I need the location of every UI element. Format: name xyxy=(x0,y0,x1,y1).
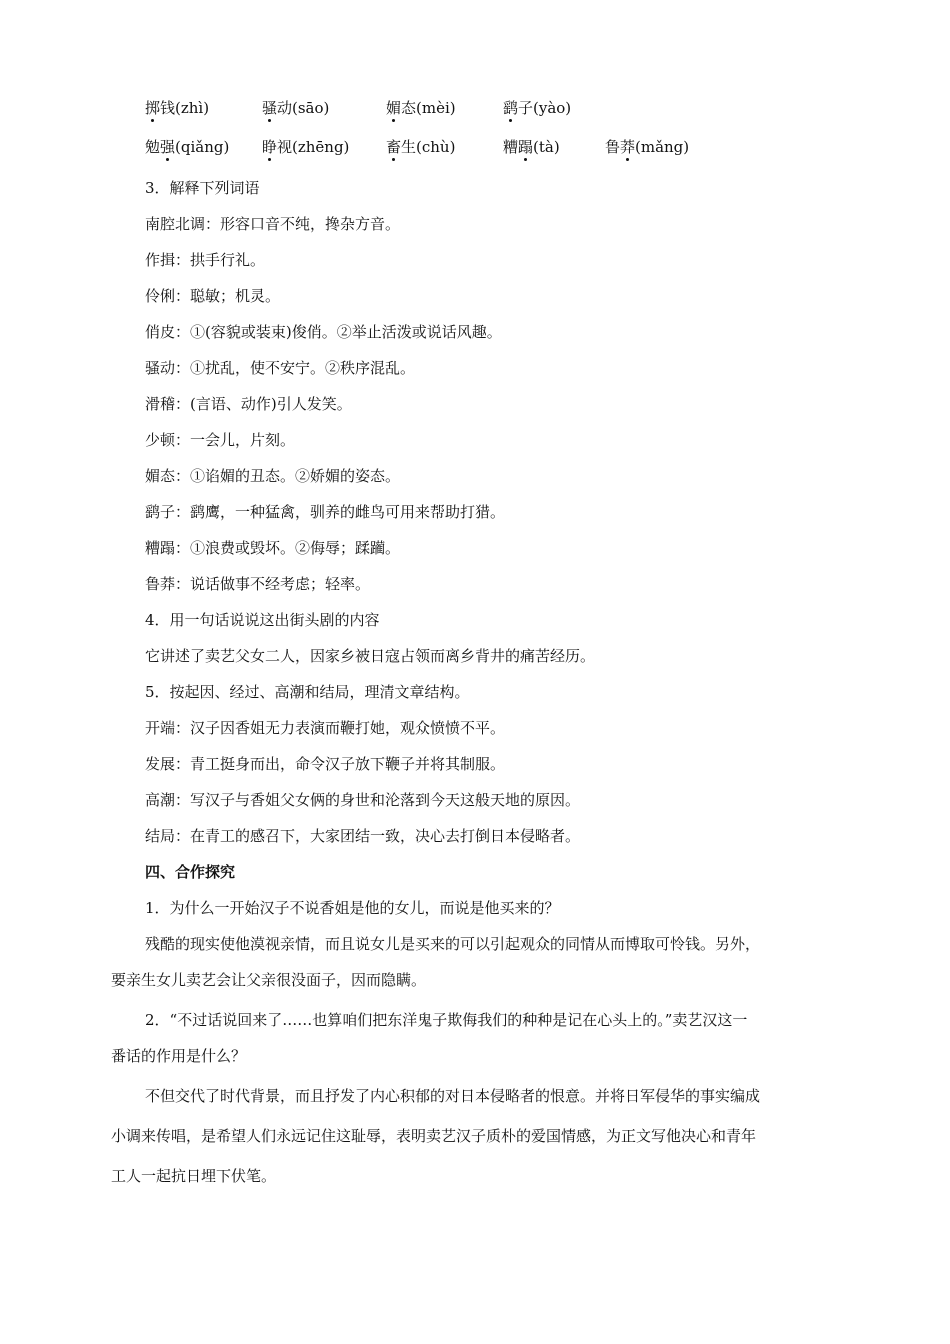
emphasis-dot xyxy=(151,119,154,122)
definition-line: 少顿：一会儿，片刻。 xyxy=(145,431,296,449)
pinyin-item: 畜生(chù) xyxy=(386,137,455,157)
pinyin-item: 鲁莽(mǎng) xyxy=(605,137,689,157)
definition-line: 鲁莽：说话做事不经考虑；轻率。 xyxy=(145,575,371,593)
pinyin-item: 媚态(mèi) xyxy=(386,98,456,118)
structure-line: 发展：青工挺身而出，命令汉子放下鞭子并将其制服。 xyxy=(145,755,506,773)
pinyin-item: 鹞子(yào) xyxy=(503,98,571,118)
question-2-line-2: 番话的作用是什么？ xyxy=(111,1047,247,1065)
part-4-heading: 四、合作探究 xyxy=(145,863,236,881)
definition-line: 媚态：①谄媚的丑态。②娇媚的姿态。 xyxy=(145,467,401,485)
definition-line: 俏皮：①(容貌或装束)俊俏。②举止活泼或说话风趣。 xyxy=(145,323,502,341)
pinyin-item: 糟蹋(tà) xyxy=(503,137,560,157)
question-1: 1．为什么一开始汉子不说香姐是他的女儿，而说是他买来的？ xyxy=(145,899,560,917)
definition-line: 滑稽：(言语、动作)引人发笑。 xyxy=(145,395,352,413)
structure-line: 结局：在青工的感召下，大家团结一致，决心去打倒日本侵略者。 xyxy=(145,827,581,845)
section-4-answer: 它讲述了卖艺父女二人，因家乡被日寇占领而离乡背井的痛苦经历。 xyxy=(145,647,596,665)
definition-line: 伶俐：聪敏；机灵。 xyxy=(145,287,281,305)
pinyin-item: 勉强(qiǎng) xyxy=(145,137,229,157)
pinyin-item: 骚动(sāo) xyxy=(262,98,329,118)
answer-1-line-2: 要亲生女儿卖艺会让父亲很没面子，因而隐瞒。 xyxy=(111,971,427,989)
emphasis-dot xyxy=(392,119,395,122)
emphasis-dot xyxy=(626,158,629,161)
emphasis-dot xyxy=(524,158,527,161)
emphasis-dot xyxy=(166,158,169,161)
section-3-heading: 3．解释下列词语 xyxy=(145,179,260,197)
structure-line: 开端：汉子因香姐无力表演而鞭打她，观众愤愤不平。 xyxy=(145,719,506,737)
question-2-line-1: 2．“不过话说回来了……也算咱们把东洋鬼子欺侮我们的种种是记在心头上的。”卖艺汉这一 xyxy=(145,1011,748,1029)
emphasis-dot xyxy=(268,119,271,122)
answer-2-line-1: 不但交代了时代背景，而且抒发了内心积郁的对日本侵略者的恨意。并将日军侵华的事实编成 xyxy=(145,1087,761,1105)
emphasis-dot xyxy=(268,158,271,161)
answer-2-line-3: 工人一起抗日埋下伏笔。 xyxy=(111,1167,277,1185)
definition-line: 鹞子：鹞鹰，一种猛禽，驯养的雌鸟可用来帮助打猎。 xyxy=(145,503,506,521)
answer-1-line-1: 残酷的现实使他漠视亲情，而且说女儿是买来的可以引起观众的同情从而博取可怜钱。另外， xyxy=(145,935,761,953)
section-5-heading: 5．按起因、经过、高潮和结局，理清文章结构。 xyxy=(145,683,470,701)
pinyin-item: 掷钱(zhì) xyxy=(145,98,209,118)
definition-line: 作揖：拱手行礼。 xyxy=(145,251,266,269)
definition-line: 南腔北调：形容口音不纯，搀杂方音。 xyxy=(145,215,401,233)
structure-line: 高潮：写汉子与香姐父女俩的身世和沦落到今天这般天地的原因。 xyxy=(145,791,581,809)
definition-line: 骚动：①扰乱，使不安宁。②秩序混乱。 xyxy=(145,359,416,377)
section-4-heading: 4．用一句话说说这出街头剧的内容 xyxy=(145,611,380,629)
pinyin-item: 睁视(zhēng) xyxy=(262,137,349,157)
answer-2-line-2: 小调来传唱，是希望人们永远记住这耻辱，表明卖艺汉子质朴的爱国情感，为正文写他决心和青年 xyxy=(111,1127,757,1145)
emphasis-dot xyxy=(509,119,512,122)
emphasis-dot xyxy=(392,158,395,161)
definition-line: 糟蹋：①浪费或毁坏。②侮辱；蹂躏。 xyxy=(145,539,401,557)
